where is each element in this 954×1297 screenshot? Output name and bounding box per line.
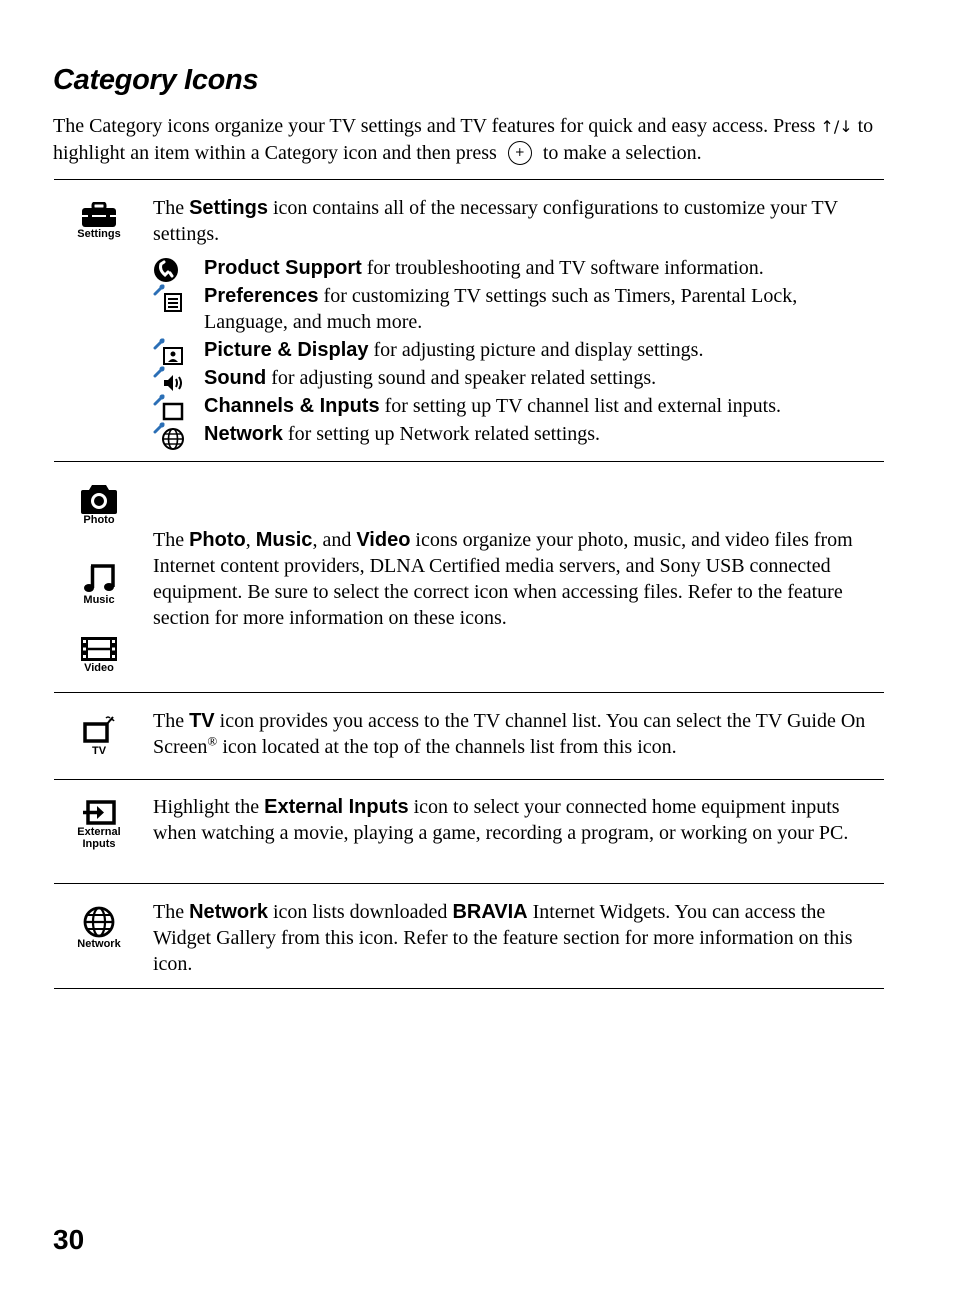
intro-text-2: to highlight an item within a Category icon and then press <box>53 115 874 164</box>
media-row <box>54 461 884 692</box>
settings-term: Settings <box>189 197 268 219</box>
page-number: 30 <box>53 1224 85 1255</box>
settings-sub-list <box>153 255 884 449</box>
list-item: Preferences for customizing TV settings such as Timers, Parental Lock, Language, and much more. <box>153 283 884 337</box>
photo-category <box>54 484 144 526</box>
network-description: The Network icon lists downloaded BRAVIA Internet Widgets. You can access the Widget Gallery from this icon. Refer to the feature section for more information on this icon. <box>153 901 853 975</box>
list-item: Sound for adjusting sound and speaker related settings. <box>153 365 884 393</box>
up-down-arrows-icon: ↑/↓ <box>820 117 853 136</box>
external-inputs-description: Highlight the External Inputs icon to select your connected home equipment inputs when watching a movie, playing a game, recording a program, or working on your PC. <box>153 796 849 844</box>
phone-icon <box>153 256 185 284</box>
film-strip-icon <box>80 636 118 662</box>
external-inputs-row <box>54 779 884 883</box>
tv-description: The TV icon provides you access to the TV channel list. You can select the TV Guide On Screen® icon located at the top of the channels list from this icon. <box>153 710 866 758</box>
external-inputs-category <box>54 800 144 850</box>
music-note-icon <box>83 562 115 594</box>
globe-icon <box>153 422 185 450</box>
network-row <box>54 883 884 989</box>
tv-category <box>54 715 144 757</box>
settings-category <box>54 202 144 240</box>
channels-icon <box>153 394 185 422</box>
photo-icon-label: Photo <box>83 514 115 526</box>
tv-icon <box>80 715 118 745</box>
media-description: The Photo, Music, and Video icons organize your photo, music, and video files from Internet content providers, DLNA Certified media servers, and Sony USB connected equipment. Be sure to select the correct icon when accessing files. Refer to the feature section for more information on these icons. <box>153 529 853 629</box>
camera-icon <box>80 484 118 514</box>
music-category <box>54 562 144 606</box>
intro-text-3: to make a selection. <box>542 142 702 164</box>
settings-icon-label: Settings <box>77 228 121 240</box>
video-category <box>54 636 144 674</box>
enter-button-icon <box>508 141 532 165</box>
settings-description: The Settings icon contains all of the necessary configurations to customize your TV settings. Product Support for troubleshooting and TV software information. Preferences for customizing TV settings such as Timers, Parental Lock, Language, and much more. Picture & Display for adjusting picture and display settings. Sound for adjusting sound and speaker related settings. Channels & Inputs for setting up TV channel list and external inputs. Network for setting up Network related settings. <box>153 180 884 449</box>
list-item: Channels & Inputs for setting up TV channel list and external inputs. <box>153 393 884 421</box>
external-icon-label-2: Inputs <box>82 838 116 850</box>
network-icon-label: Network <box>77 938 121 950</box>
globe-icon <box>83 906 115 938</box>
video-icon-label: Video <box>84 662 114 674</box>
picture-icon <box>153 338 185 366</box>
speaker-icon <box>153 366 185 394</box>
page-title: Category Icons <box>53 64 259 96</box>
category-table <box>54 179 884 989</box>
list-item: Network for setting up Network related settings. <box>153 421 884 449</box>
tv-row <box>54 692 884 779</box>
list-item: Picture & Display for adjusting picture and display settings. <box>153 337 884 365</box>
input-icon <box>81 800 117 826</box>
settings-row <box>54 179 884 461</box>
music-icon-label: Music <box>83 594 115 606</box>
network-category <box>54 906 144 950</box>
intro-text-1: The Category icons organize your TV settings and TV features for quick and easy access. Press <box>53 115 816 137</box>
intro-paragraph <box>53 113 883 166</box>
preferences-icon <box>153 284 185 312</box>
tv-icon-label: TV <box>91 745 107 757</box>
list-item: Product Support for troubleshooting and TV software information. <box>153 255 884 283</box>
external-icon-label-1: External <box>77 826 121 838</box>
toolbox-icon <box>81 202 117 228</box>
